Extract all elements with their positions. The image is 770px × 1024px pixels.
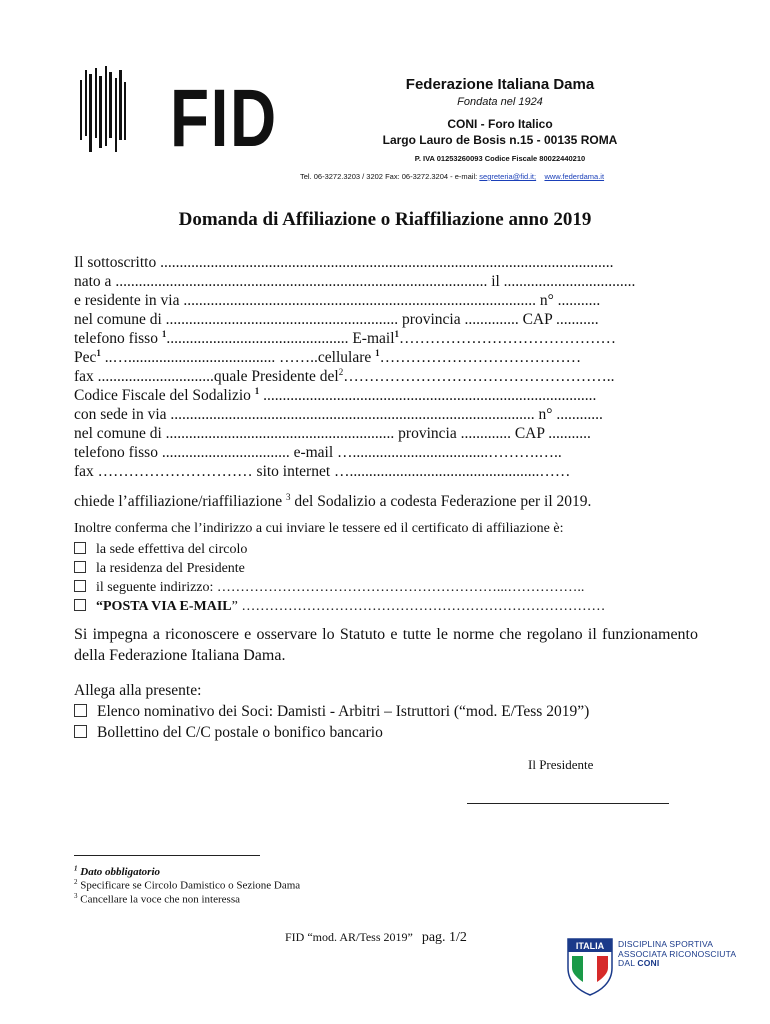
- form-line-comune[interactable]: nel comune di ............................................................ provincia .............. CAP ...........: [74, 311, 599, 328]
- coni-line-3-a: DAL: [618, 958, 638, 968]
- checkbox[interactable]: [74, 599, 86, 611]
- coni-line-1: DISCIPLINA SPORTIVA: [618, 939, 714, 949]
- form-line-residence[interactable]: e residente in via ........................................................................................... n° ...........: [74, 292, 601, 309]
- delivery-option-residence[interactable]: [74, 560, 245, 578]
- founded-year: Fondata nel 1924: [457, 96, 543, 108]
- footnote-ref: 1: [375, 348, 380, 358]
- commitment-paragraph: Si impegna a riconoscere e osservare lo Statuto e tutte le norme che regolano il funzionamento della Federazione Italiana Dama.: [74, 626, 698, 664]
- pec-label: Pec: [74, 349, 97, 366]
- option-label: la sede effettiva del circolo: [96, 542, 248, 557]
- option-label-bold: “POSTA VIA E-MAIL: [96, 599, 232, 614]
- coni-line-3-b: CONI: [637, 958, 660, 968]
- coni-location: CONI - Foro Italico: [447, 117, 553, 131]
- attachment-members-list[interactable]: [74, 703, 589, 721]
- footnote-ref: 1: [254, 386, 260, 396]
- form-model: FID “mod. AR/Tess 2019”: [285, 930, 413, 944]
- footnote-number: 1: [74, 864, 78, 872]
- footnote-rule: [74, 855, 260, 856]
- fid-logo-text: FID: [170, 73, 278, 164]
- tax-code-label: Codice Fiscale del Sodalizio: [74, 387, 255, 404]
- president-dots: ……………………………………………..: [343, 368, 615, 385]
- phone-email-dots: ............................................... E-mail: [166, 330, 395, 347]
- delivery-option-email[interactable]: [74, 598, 605, 616]
- federation-address: Largo Lauro de Bosis n.15 - 00135 ROMA: [382, 133, 618, 147]
- form-line-seat-comune[interactable]: nel comune di ........................................................... provincia ............. CAP ...........: [74, 425, 591, 442]
- footnote-text: Dato obbligatorio: [77, 865, 161, 878]
- tax-code-dots: ......................................................................................: [259, 387, 597, 404]
- signature-label: Il Presidente: [528, 757, 594, 772]
- attachment-payment[interactable]: [74, 724, 383, 742]
- footnote-ref: 1: [394, 329, 400, 339]
- footnote-ref: 3: [286, 492, 291, 502]
- checkbox[interactable]: [74, 542, 86, 554]
- phone-label: telefono fisso: [74, 330, 162, 347]
- footer-form-id: [285, 930, 467, 946]
- signature-line[interactable]: [467, 803, 669, 804]
- attachments-heading: Allega alla presente:: [74, 682, 202, 699]
- website-link[interactable]: www.federdama.it: [544, 172, 605, 181]
- form-line-seat[interactable]: con sede in via .............................................................................................. n° ............: [74, 406, 603, 423]
- email-dots: ……………………………………: [399, 330, 617, 347]
- form-line-fax-president[interactable]: [74, 367, 698, 386]
- footnote-ref: 1: [161, 329, 167, 339]
- request-text-a: chiede l’affiliazione/riaffiliazione: [74, 493, 287, 510]
- option-label: il seguente indirizzo: ……………………………………………………...……………..: [96, 580, 585, 595]
- footnote-ref: 1: [96, 348, 101, 358]
- footnote-ref: 2: [338, 367, 344, 377]
- fid-logo-bars: [78, 66, 128, 152]
- form-line-pec-mobile[interactable]: [74, 348, 698, 367]
- delivery-intro: Inoltre conferma che l’indirizzo a cui inviare le tessere ed il certificato di affiliazione è:: [74, 521, 564, 536]
- coni-line-3: [618, 959, 736, 969]
- option-label: la residenza del Presidente: [96, 561, 245, 576]
- coni-badge-text: ITALIA: [575, 941, 605, 951]
- coni-italia-shield-icon: [567, 938, 613, 996]
- phone-fax: Tel. 06-3272.3203 / 3202 Fax: 06-3272.3204 - e-mail:: [300, 172, 480, 181]
- federation-name: Federazione Italiana Dama: [405, 76, 595, 93]
- pec-mobile-dots: ..…...................................... ……..cellulare: [100, 349, 376, 366]
- checkbox[interactable]: [74, 561, 86, 573]
- form-line-name[interactable]: Il sottoscritto .....................................................................................................................: [74, 254, 614, 271]
- form-line-phone-email[interactable]: [74, 329, 698, 348]
- attachment-label: Bollettino del C/C postale o bonifico bancario: [97, 724, 383, 741]
- footnote-text: Specificare se Circolo Damistico o Sezione Dama: [77, 879, 301, 892]
- form-line-tax-code[interactable]: [74, 386, 698, 405]
- tax-ids: P. IVA 01253260093 Codice Fiscale 80022440210: [414, 154, 586, 163]
- page-number: pag. 1/2: [421, 930, 467, 945]
- delivery-option-address[interactable]: [74, 579, 584, 597]
- contacts-line: [300, 172, 604, 181]
- form-line-birth[interactable]: nato a ................................................................................................ il ..................................: [74, 273, 636, 290]
- delivery-option-seat[interactable]: [74, 541, 247, 559]
- document-title: Domanda di Affiliazione o Riaffiliazione anno 2019: [178, 209, 592, 230]
- footnote-number: 2: [74, 878, 78, 886]
- email-link[interactable]: segreteria@fid.it;: [479, 172, 537, 181]
- request-text-b: del Sodalizio a codesta Federazione per il 2019.: [290, 493, 592, 510]
- attachment-label: Elenco nominativo dei Soci: Damisti - Arbitri – Istruttori (“mod. E/Tess 2019”): [97, 703, 590, 720]
- footnote-number: 3: [74, 892, 78, 900]
- checkbox[interactable]: [74, 725, 87, 738]
- coni-recognition: [618, 940, 736, 969]
- coni-line-2: ASSOCIATA RICONOSCIUTA: [618, 948, 737, 959]
- form-line-seat-phone[interactable]: telefono fisso ................................. e-mail …...................................……….…..: [74, 444, 562, 461]
- request-sentence: [74, 492, 698, 511]
- checkbox[interactable]: [74, 704, 87, 717]
- footnote-3: [74, 889, 240, 907]
- option-dots: ” ……………………………………………………………………: [231, 599, 606, 614]
- mobile-dots: …………………………………: [379, 349, 582, 366]
- footnote-text: Cancellare la voce che non interessa: [77, 893, 240, 906]
- checkbox[interactable]: [74, 580, 86, 592]
- fax-president-label: fax ..............................quale Presidente del: [74, 368, 339, 385]
- form-line-seat-fax-web[interactable]: fax ………………………… sito internet ….................................................……: [74, 463, 571, 480]
